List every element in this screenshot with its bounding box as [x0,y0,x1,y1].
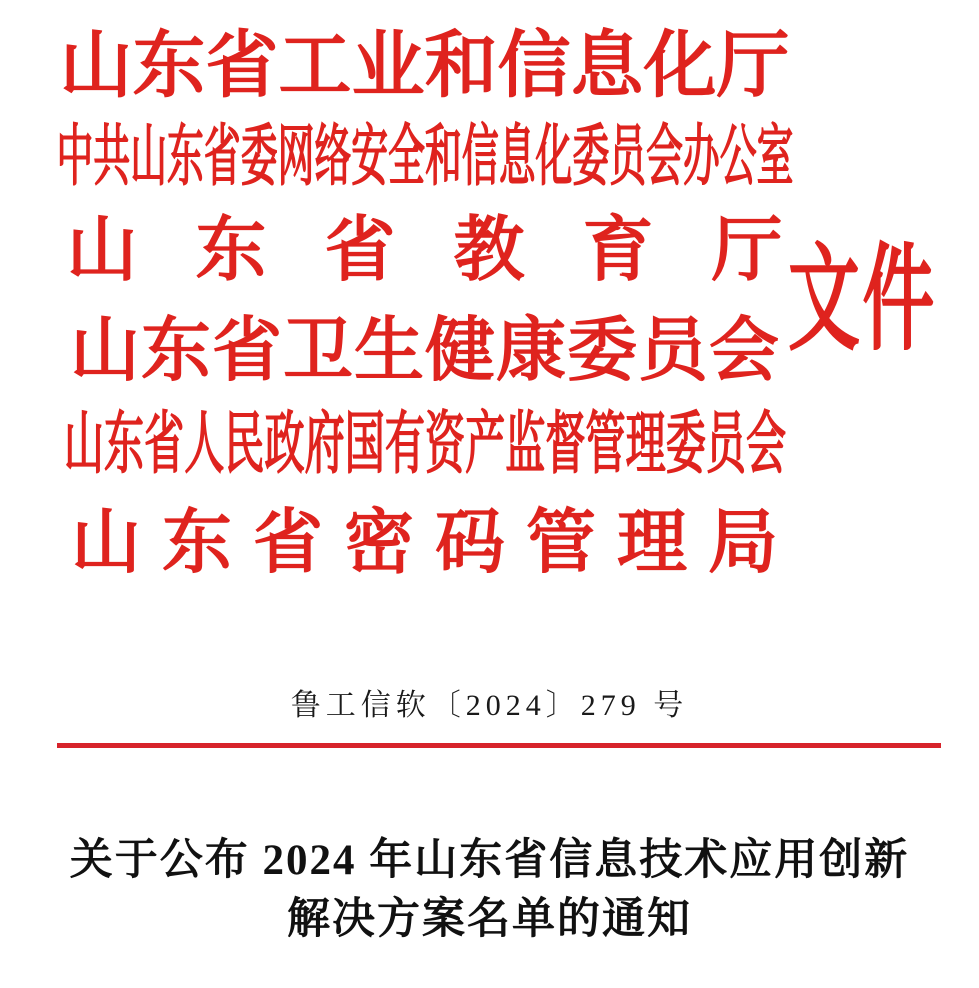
agency-name: 山东省工业和信息化厅 [59,25,790,106]
agency-line-sasac [57,406,792,482]
agency-line-cyberspace-affairs-office [56,120,793,194]
agency-line-health-commission [57,313,792,390]
agency-line-cryptography-administration [57,505,799,582]
agency-name: 山东省教育厅 [66,212,841,290]
agency-line-education-department [57,212,841,290]
agency-name: 山东省人民政府国有资产监督管理委员会 [63,406,786,482]
document-title-line-1: 关于公布 2024 年山东省信息技术应用创新 [69,837,910,884]
agency-name: 中共山东省委网络安全和信息化委员会办公室 [56,120,793,194]
agency-line-industry-and-information-technology [57,25,792,106]
doc-type-label [788,237,979,365]
agency-name: 山东省密码管理局 [71,505,799,582]
document-title-line-2: 解决方案名单的通知 [287,896,692,943]
doc-type-text: 文件 [788,237,937,365]
red-divider-rule [57,743,941,748]
document-number: 鲁工信软〔2024〕279 号 [290,689,689,722]
agency-name: 山东省卫生健康委员会 [70,313,780,390]
